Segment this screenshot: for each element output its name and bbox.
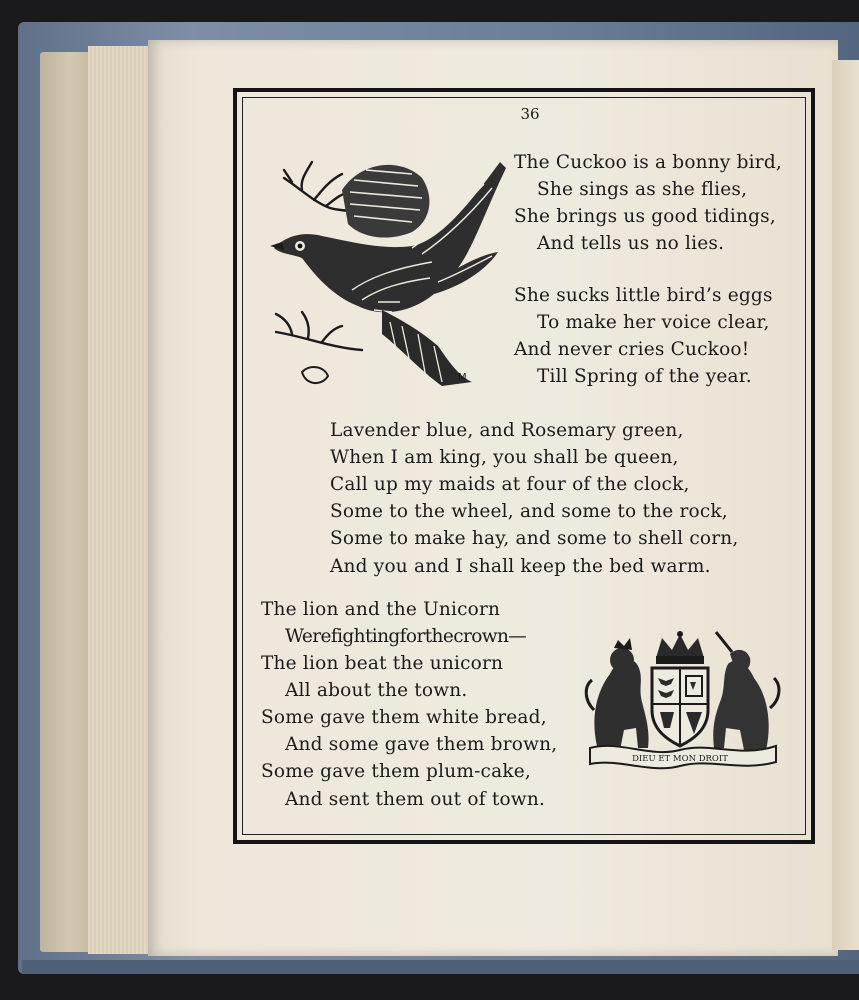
engraver-signature: M (458, 372, 467, 383)
lion-line-2: Werefightingforthecrown— (285, 626, 527, 647)
lavender-line-1: Lavender blue, and Rosemary green, (330, 420, 684, 441)
cuckoo-line-3: She brings us good tidings, (514, 206, 776, 227)
cuckoo-line-7: And never cries Cuckoo! (514, 339, 750, 360)
lion-line-4: All about the town. (285, 680, 468, 701)
cuckoo-line-6: To make her voice clear, (537, 312, 770, 333)
cuckoo-line-1: The Cuckoo is a bonny bird, (514, 152, 782, 173)
coat-of-arms-illustration (580, 630, 785, 770)
lavender-line-2: When I am king, you shall be queen, (330, 447, 679, 468)
lavender-line-4: Some to the wheel, and some to the rock, (330, 501, 728, 522)
cuckoo-line-5: She sucks little bird’s eggs (514, 285, 773, 306)
right-page-edge (832, 60, 859, 950)
lion-line-5: Some gave them white bread, (261, 707, 547, 728)
cuckoo-line-4: And tells us no lies. (537, 233, 725, 254)
lavender-line-6: And you and I shall keep the bed warm. (330, 556, 711, 577)
lavender-line-3: Call up my maids at four of the clock, (330, 474, 690, 495)
lion-line-3: The lion beat the unicorn (261, 653, 504, 674)
lion-line-7: Some gave them plum-cake, (261, 761, 531, 782)
page-number: 36 (520, 105, 540, 123)
lavender-line-5: Some to make hay, and some to shell corn, (330, 528, 739, 549)
lion-line-6: And some gave them brown, (285, 734, 558, 755)
lion-line-8: And sent them out of town. (285, 789, 546, 810)
book-cover-edge (22, 960, 859, 974)
lion-line-1: The lion and the Unicorn (261, 599, 501, 620)
cuckoo-illustration (262, 150, 507, 395)
cuckoo-line-8: Till Spring of the year. (537, 366, 752, 387)
cuckoo-line-2: She sings as she flies, (537, 179, 748, 200)
crest-motto: DIEU ET MON DROIT (632, 754, 728, 764)
